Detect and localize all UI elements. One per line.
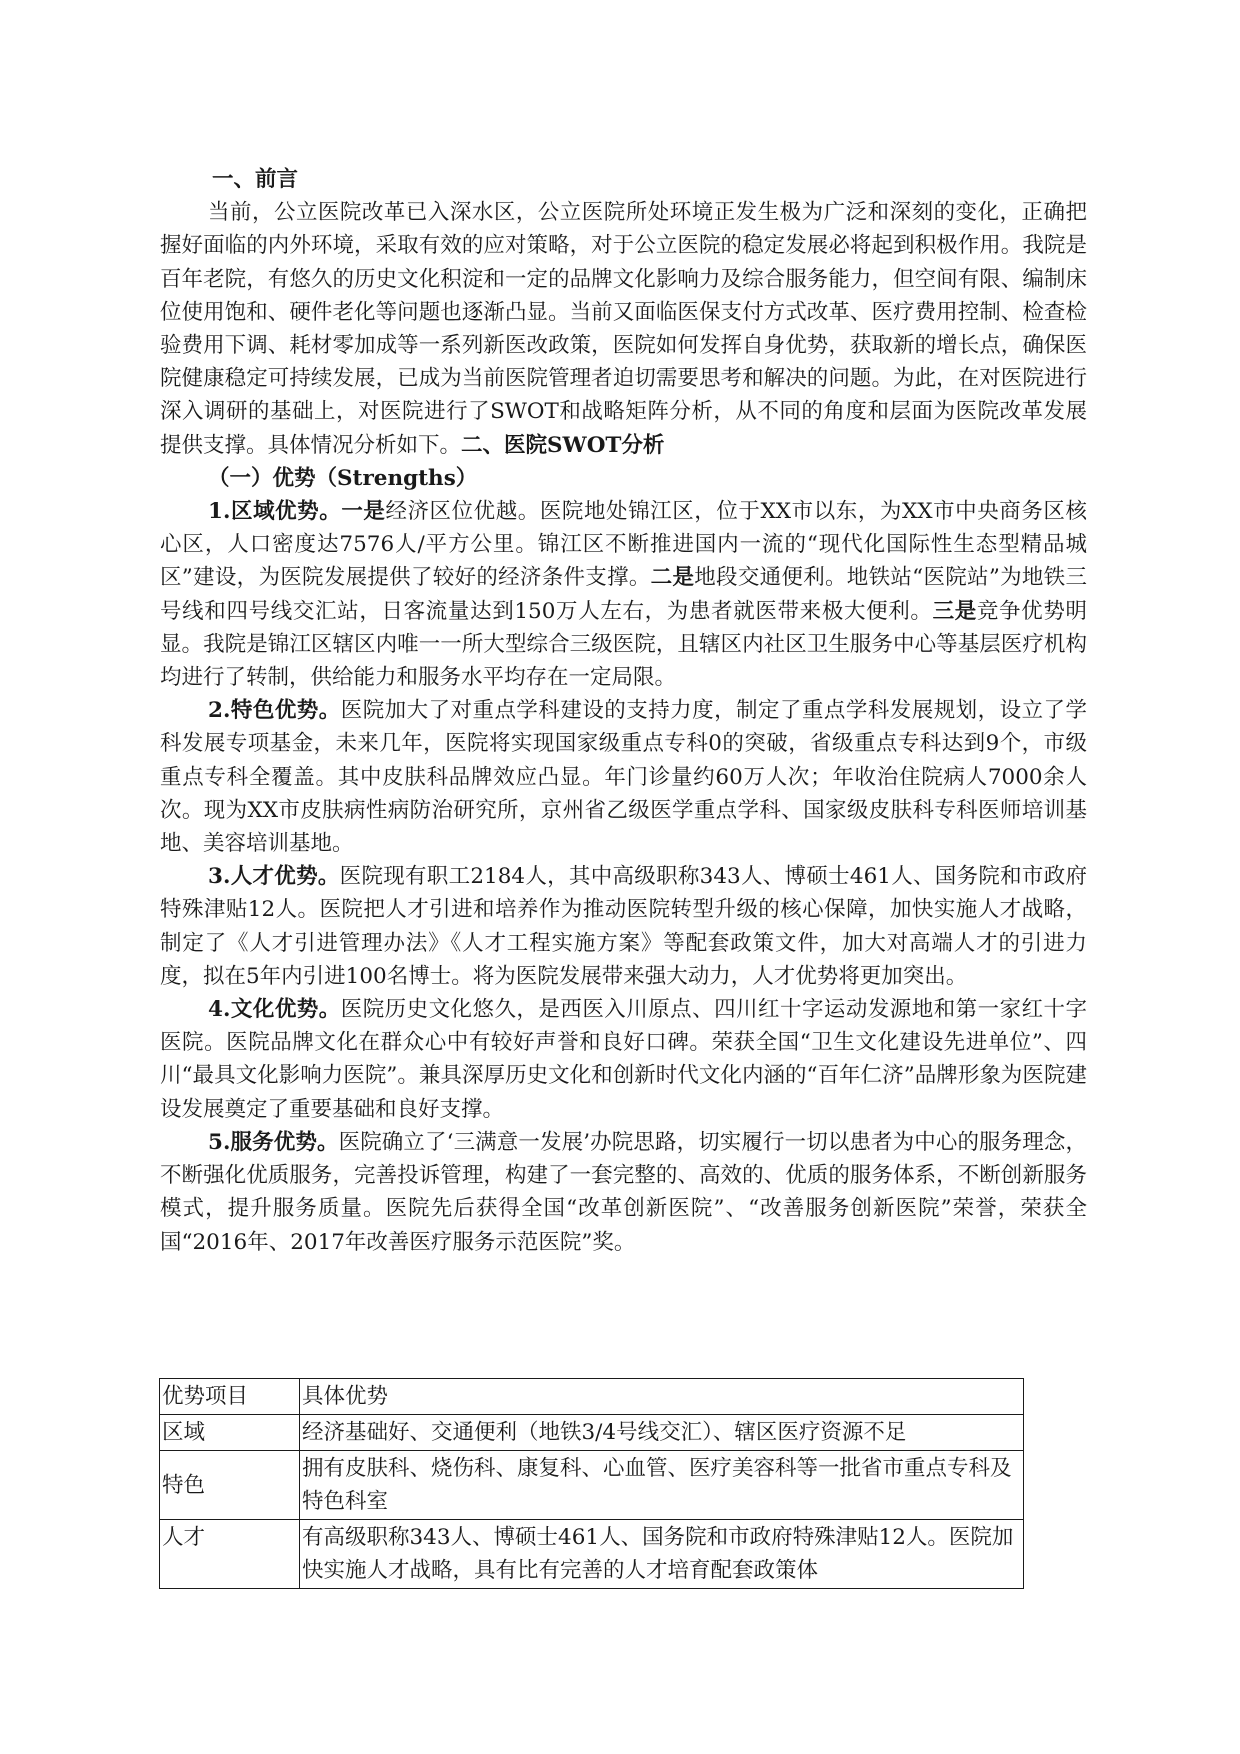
table-header-row [160,1379,1024,1415]
table-cell-detail: 拥有皮肤科、烧伤科、康复科、心血管、医疗美容科等一批省市重点专科及特色科室 [300,1451,1024,1520]
regional-point-2-label: 二是 [650,565,695,591]
regional-point-1-label: 一是 [341,499,386,525]
specialty-title: 2.特色优势。 [208,698,341,724]
regional-point-2-text: 地段交通便利。地铁站“医院站”为地铁三号线和四号线交汇站，日客流量达到150万人左右，为患者就医带来极大便利。 [160,565,1087,624]
document-body [160,163,1087,1259]
talent-title: 3.人才优势。 [208,864,340,890]
culture-title: 4.文化优势。 [208,997,341,1023]
section-heading-swot: 二、医院SWOT分析 [461,432,665,458]
paragraph-regional-advantage [160,495,1087,694]
preface-paragraph [160,196,1087,462]
table-row [160,1520,1024,1589]
paragraph-talent-advantage [160,860,1087,993]
table-cell-detail: 经济基础好、交通便利（地铁3/4号线交汇）、辖区医疗资源不足 [300,1415,1024,1451]
subsection-heading-strengths: （一）优势（Strengths） [208,465,478,491]
strengths-table [159,1378,1024,1589]
preface-text: 当前，公立医院改革已入深水区，公立医院所处环境正发生极为广泛和深刻的变化，正确把握好面临的内外环境，采取有效的应对策略，对于公立医院的稳定发展必将起到积极作用。我院是百年老院，有悠久的历史文化积淀和一定的品牌文化影响力及综合服务能力，但空间有限、编制床位使用饱和、硬件老化等问题也逐渐凸显。当前又面临医保支付方式改革、医疗费用控制、检查检验费用下调、耗材零加成等一系列新医改政策，医院如何发挥自身优势，获取新的增长点，确保医院健康稳定可持续发展，已成为当前医院管理者迫切需要思考和解决的问题。为此，在对医院进行深入调研的基础上，对医院进行了SWOT和战略矩阵分析，从不同的角度和层面为医院改革发展提供支撑。具体情况分析如下。 [160,200,1087,458]
table-row [160,1451,1024,1520]
culture-text: 医院历史文化悠久，是西医入川原点、四川红十字运动发源地和第一家红十字医院。医院品牌文化在群众心中有较好声誉和良好口碑。荣获全国“卫生文化建设先进单位”、四川“最具文化影响力医院”。兼具深厚历史文化和创新时代文化内涵的“百年仁济”品牌形象为医院建设发展奠定了重要基础和良好支撑。 [160,997,1087,1122]
specialty-text: 医院加大了对重点学科建设的支持力度，制定了重点学科发展规划，设立了学科发展专项基金，未来几年，医院将实现国家级重点专科0的突破，省级重点专科达到9个，市级重点专科全覆盖。其中皮肤科品牌效应凸显。年门诊量约60万人次；年收治住院病人7000余人次。现为XX市皮肤病性病防治研究所，京州省乙级医学重点学科、国家级皮肤科专科医师培训基地、美容培训基地。 [160,698,1087,857]
table-cell-detail: 有高级职称343人、博硕士461人、国务院和市政府特殊津贴12人。医院加快实施人才战略，具有比有完善的人才培育配套政策体 [300,1520,1024,1589]
table-cell-item: 人才 [160,1520,300,1589]
regional-title: 1.区域优势。 [208,499,342,525]
table-row [160,1415,1024,1451]
section-heading-preface: 一、前言 [212,167,299,192]
regional-point-1-text: 经济区位优越。医院地处锦江区，位于XX市以东，为XX市中央商务区核心区，人口密度达7576人/平方公里。锦江区不断推进国内一流的“现代化国际性生态型精品城区”建设，为医院发展提供了较好的经济条件支撑。 [160,499,1087,591]
paragraph-service-advantage [160,1126,1087,1259]
service-title: 5.服务优势。 [208,1129,339,1155]
table-header-cell: 具体优势 [300,1379,1024,1415]
regional-point-3-label: 三是 [932,598,977,624]
service-text: 医院确立了‘三满意一发展’办院思路，切实履行一切以患者为中心的服务理念，不断强化优质服务，完善投诉管理，构建了一套完整的、高效的、优质的服务体系，不断创新服务模式，提升服务质量。医院先后获得全国“改革创新医院”、“改善服务创新医院”荣誉，荣获全国“2016年、2017年改善医疗服务示范医院”奖。 [160,1129,1087,1255]
paragraph-culture-advantage [160,993,1087,1126]
table-cell-item: 区域 [160,1415,300,1451]
talent-text: 医院现有职工2184人，其中高级职称343人、博硕士461人、国务院和市政府特殊津贴12人。医院把人才引进和培养作为推动医院转型升级的核心保障，加快实施人才战略，制定了《人才引进管理办法》《人才工程实施方案》等配套政策文件，加大对高端人才的引进力度，拟在5年内引进100名博士。将为医院发展带来强大动力，人才优势将更加突出。 [160,864,1087,989]
regional-point-3-text: 竞争优势明显。我院是锦江区辖区内唯一一所大型综合三级医院，且辖区内社区卫生服务中心等基层医疗机构均进行了转制，供给能力和服务水平均存在一定局限。 [160,598,1087,691]
table-cell-item: 特色 [160,1451,300,1520]
table-header-cell: 优势项目 [160,1379,300,1415]
paragraph-specialty-advantage [160,694,1087,860]
